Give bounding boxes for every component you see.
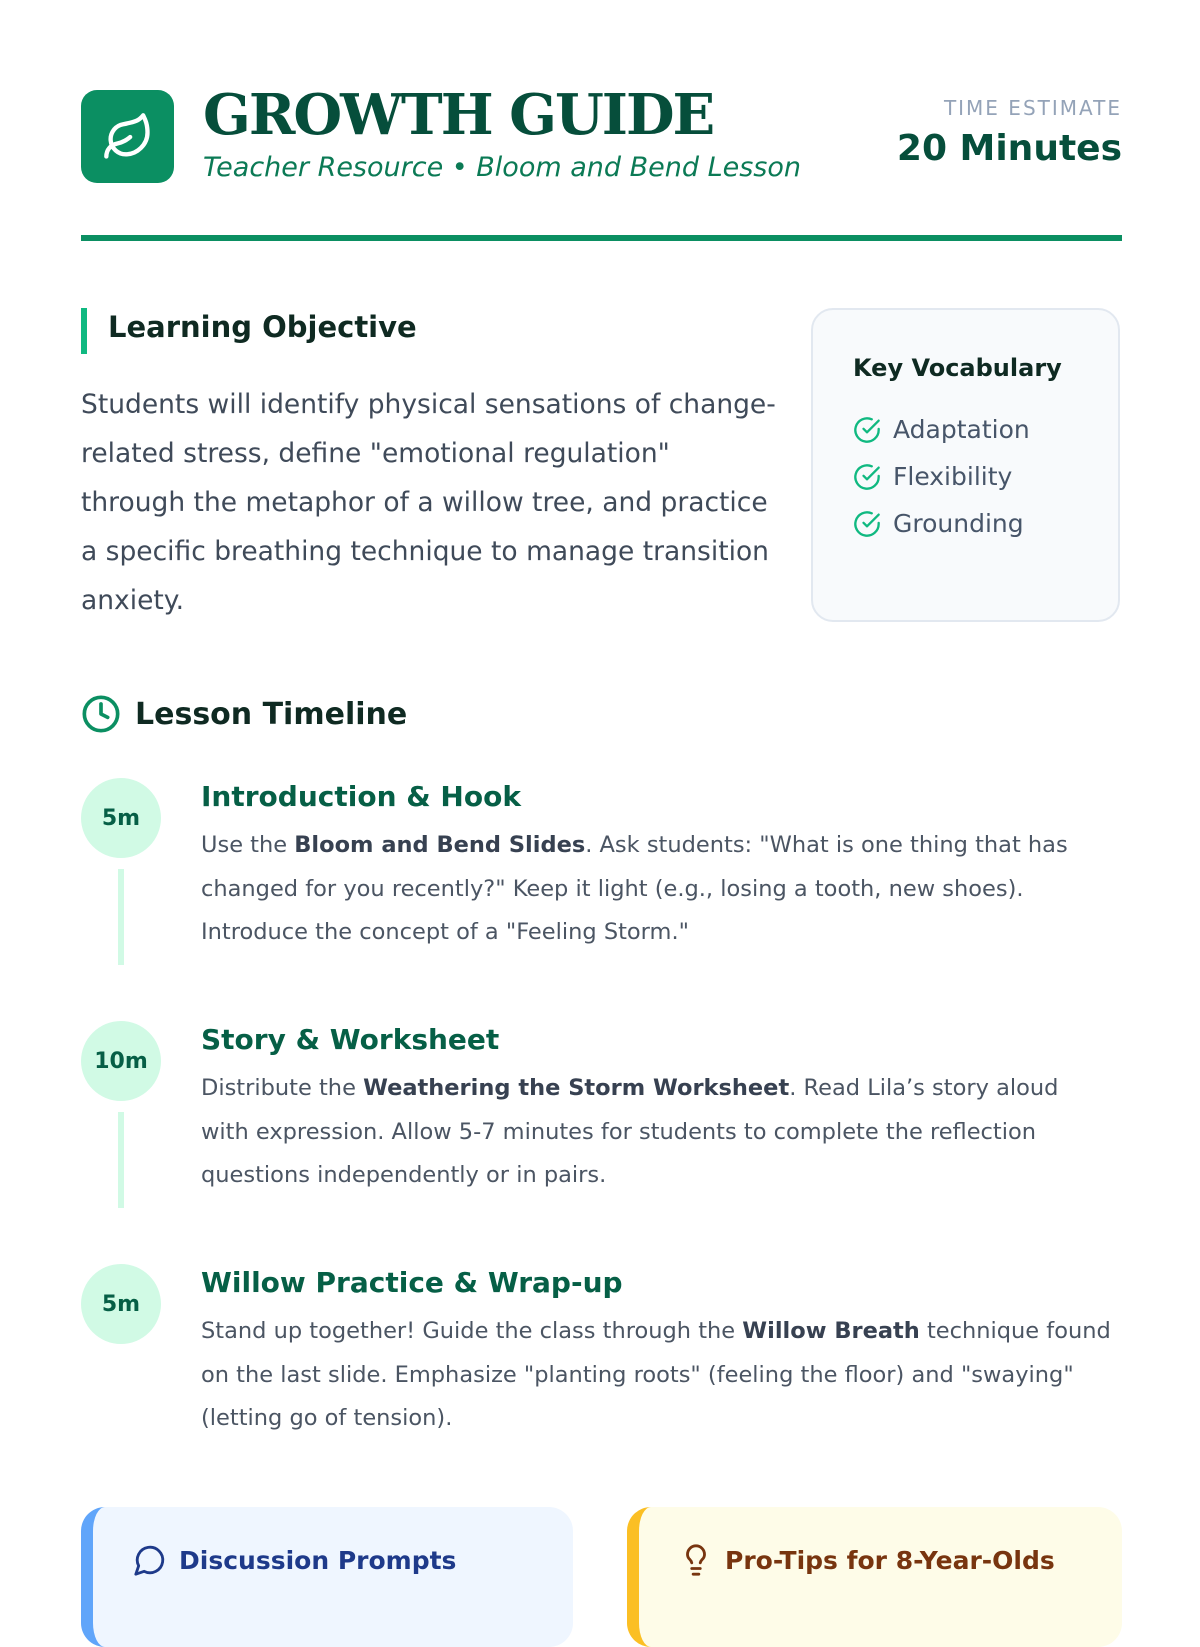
- pro-tips-card: [627, 1507, 1122, 1647]
- step-resource-name: Bloom and Bend Slides: [294, 832, 586, 858]
- vocabulary-term: Flexibility: [893, 462, 1013, 491]
- timeline-header: [81, 694, 407, 734]
- vocabulary-term: Adaptation: [893, 415, 1030, 444]
- step-resource-name: Willow Breath: [742, 1318, 920, 1344]
- vocabulary-title: Key Vocabulary: [853, 354, 1062, 382]
- objective-accent-bar: [81, 308, 87, 354]
- timeline-heading: Lesson Timeline: [135, 696, 408, 732]
- discussion-prompts-header: [133, 1543, 456, 1577]
- time-estimate-value: 20 Minutes: [896, 128, 1122, 169]
- step-title: Introduction & Hook: [201, 780, 521, 813]
- chat-bubble-icon: [133, 1543, 167, 1577]
- step-duration-badge: 5m: [81, 778, 161, 858]
- vocabulary-item: [853, 500, 1030, 547]
- vocabulary-list: [853, 406, 1030, 547]
- discussion-prompts-title: Discussion Prompts: [179, 1545, 457, 1575]
- pro-tips-header: [679, 1543, 1055, 1577]
- page-subtitle: Teacher Resource • Bloom and Bend Lesson: [203, 152, 801, 183]
- lightbulb-icon: [679, 1543, 713, 1577]
- page-title: GROWTH GUIDE: [203, 82, 714, 148]
- timeline-connector: [118, 869, 124, 965]
- vocabulary-item: [853, 406, 1030, 453]
- header: [81, 82, 1122, 185]
- header-divider: [81, 235, 1122, 241]
- vocabulary-card: [811, 308, 1120, 622]
- leaf-icon: [102, 111, 154, 163]
- step-description: Stand up together! Guide the class through the Willow Breath technique found on the last slide. Emphasize "planting roots" (feeling the floor) and "swaying" (letting go of tension).: [201, 1318, 1111, 1431]
- step-duration-badge: 5m: [81, 1264, 161, 1344]
- check-circle-icon: [853, 416, 881, 444]
- check-circle-icon: [853, 463, 881, 491]
- step-duration-badge: 10m: [81, 1021, 161, 1101]
- step-description: Distribute the Weathering the Storm Worksheet. Read Lila’s story aloud with expression. Allow 5-7 minutes for students to complete the reflection questions independently or in pairs.: [201, 1075, 1059, 1188]
- pro-tips-title: Pro-Tips for 8-Year-Olds: [725, 1545, 1055, 1575]
- step-description: Use the Bloom and Bend Slides. Ask students: "What is one thing that has changed for you recently?" Keep it light (e.g., losing a tooth, new shoes). Introduce the concept of a "Feeling Storm.": [201, 832, 1068, 945]
- check-circle-icon: [853, 510, 881, 538]
- objective-text: Students will identify physical sensations of change-related stress, define "emotional regulation" through the metaphor of a willow tree, and practice a specific breathing technique to manage transition anxiety.: [81, 389, 776, 616]
- logo: [81, 90, 174, 183]
- discussion-prompts-card: [81, 1507, 573, 1647]
- vocabulary-item: [853, 453, 1030, 500]
- timeline-connector: [118, 1112, 124, 1208]
- objective-heading: Learning Objective: [108, 310, 417, 344]
- time-estimate-label: TIME ESTIMATE: [943, 96, 1122, 120]
- clock-icon: [81, 694, 121, 734]
- step-title: Story & Worksheet: [201, 1023, 500, 1056]
- step-resource-name: Weathering the Storm Worksheet: [363, 1075, 790, 1101]
- step-title: Willow Practice & Wrap-up: [201, 1266, 623, 1299]
- vocabulary-term: Grounding: [893, 509, 1024, 538]
